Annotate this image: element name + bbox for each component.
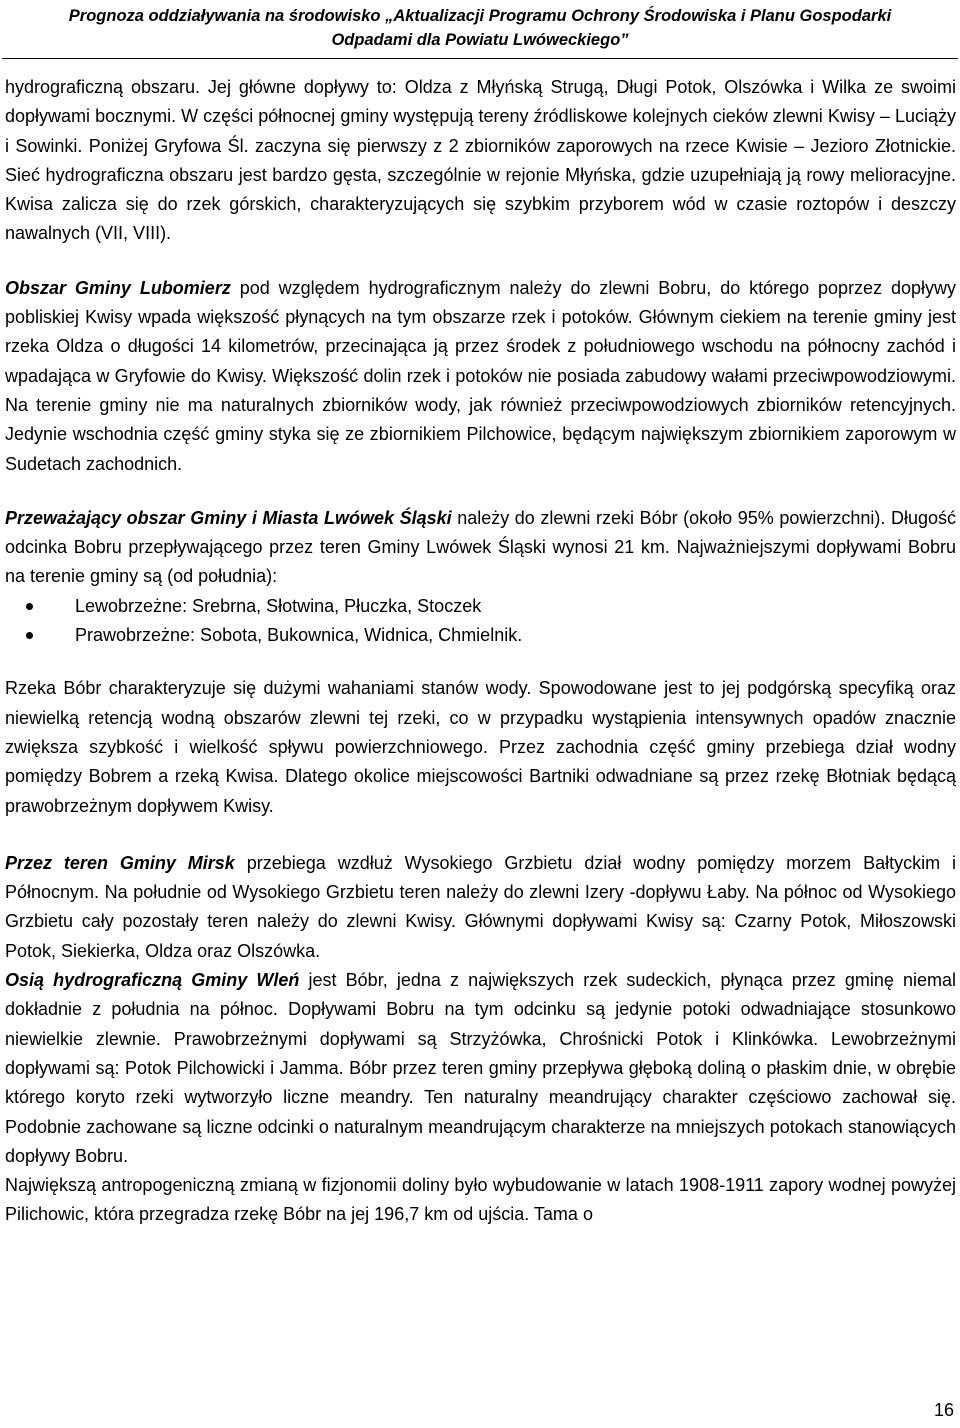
paragraph-mirsk (5, 849, 956, 966)
page-number: 16 (933, 1400, 954, 1420)
paragraph-lwowek-lead: Przeważający obszar Gminy i Miasta Lwówek Śląski (5, 507, 452, 528)
paragraph-mirsk-lead: Przez teren Gminy Mirsk (5, 852, 235, 873)
bullet-icon (26, 603, 33, 610)
paragraph-lubomierz (5, 274, 956, 479)
paragraph-wlen-lead: Osią hydrograficzną Gminy Wleń (5, 970, 300, 991)
document-body (5, 73, 956, 1230)
header-divider (2, 58, 958, 59)
list-item-text: Prawobrzeżne: Sobota, Bukownica, Widnica, Chmielnik. (75, 625, 523, 646)
paragraph-mirsk-text: przebiega wzdłuż Wysokiego Grzbietu dział wodny pomiędzy morzem Bałtyckim i Północnym. Na południe od Wysokiego Grzbietu teren należy do zlewni Izery -dopływu Łaby. Na północ od Wysokiego Grzbietu cały pozostały teren należy do zlewni Kwisy. Głównymi dopływami Kwisy są: Czarny Potok, Miłoszowski Potok, Siekierka, Oldza oraz Olszówka. (5, 852, 956, 961)
paragraph-lubomierz-text: pod względem hydrograficznym należy do zlewni Bobru, do którego poprzez dopływy pobliskiej Kwisy wpada większość płynących na tym obszarze rzek i potoków. Głównym ciekiem na terenie gminy jest rzeka Oldza o długości 14 kilometrów, przecinająca ją przez środek z południowego wschodu na północny zachód i wpadająca w Gryfowie do Kwisy. Większość dolin rzek i potoków nie posiada zabudowy wałami przeciwpowodziowymi. Na terenie gminy nie ma naturalnych zbiorników wody, jak również przeciwpowodziowych zbiorników retencyjnych. Jedynie wschodnia część gminy styka się ze zbiornikiem Pilchowice, będącym największym zbiornikiem zaporowym w Sudetach zachodnich. (5, 277, 956, 474)
page-header (0, 4, 960, 52)
paragraph-gryfow: hydrograficzną obszaru. Jej główne dopływy to: Oldza z Młyńską Strugą, Długi Potok, Olszówka i Wilka ze swoimi dopływami bocznymi. W części północnej gminy występują tereny źródliskowe kolejnych cieków zlewni Kwisy – Luciąży i Sowinki. Poniżej Gryfowa Śl. zaczyna się pierwszy z 2 zbiorników zaporowych na rzece Kwisie – Jezioro Złotnickie. Sieć hydrograficzna obszaru jest bardzo gęsta, szczególnie w rejonie Młyńska, gdzie uzupełniają ją rowy melioracyjne. Kwisa zalicza się do rzek górskich, charakteryzujących się szybkim przyborem wód w czasie roztopów i deszczy nawalnych (VII, VIII). (5, 77, 956, 244)
paragraph-wlen-text: jest Bóbr, jedna z największych rzek sudeckich, płynąca przez gminę niemal dokładnie z południa na północ. Dopływami Bobru na tym odcinku są jedynie potoki odwadniające stosunkowo niewielkie zlewnie. Prawobrzeżnymi dopływami są Strzyżówka, Chrośnicki Potok i Klinkówka. Lewobrzeżnymi dopływami są: Potok Pilchowicki i Jamma. Bóbr przez teren gminy przepływa głęboką doliną o płaskim dnie, w obrębie którego koryto rzeki wytworzyło liczne meandry. Ten naturalny meandrujący charakter częściowo zachował się. Podobnie zachowane są liczne odcinki o naturalnym meandrującym charakterze na mniejszych potokach stanowiących dopływy Bobru. (5, 970, 956, 1166)
bullet-icon (26, 632, 33, 639)
paragraph-lwowek (5, 504, 956, 592)
paragraph-wlen (5, 966, 956, 1171)
list-item (5, 621, 956, 650)
list-item (5, 592, 956, 621)
list-item-text: Lewobrzeżne: Srebrna, Słotwina, Płuczka, Stoczek (75, 595, 482, 616)
tributaries-list (5, 592, 956, 651)
header-title-line2: Odpadami dla Powiatu Lwóweckiego” (331, 31, 629, 49)
paragraph-pilchowice: Największą antropogeniczną zmianą w fizjonomii doliny było wybudowanie w latach 1908-1911 zapory wodnej powyżej Pilichowic, która przegradza rzekę Bóbr na jej 196,7 km od ujścia. Tama o (5, 1175, 956, 1225)
paragraph-lubomierz-lead: Obszar Gminy Lubomierz (5, 277, 231, 298)
header-title-line1: Prognoza oddziaływania na środowisko „Aktualizacji Programu Ochrony Środowiska i Planu Gospodarki (68, 7, 892, 25)
paragraph-lwowek-text: należy do zlewni rzeki Bóbr (około 95% powierzchni). Długość odcinka Bobru przepływającego przez teren Gminy Lwówek Śląski wynosi 21 km. Najważniejszymi dopływami Bobru na terenie gminy są (od południa): (5, 507, 956, 587)
paragraph-bobr: Rzeka Bóbr charakteryzuje się dużymi wahaniami stanów wody. Spowodowane jest to jej podgórską specyfiką oraz niewielką retencją wodną obszarów zlewni tej rzeki, co w przypadku wystąpienia intensywnych opadów znacznie zwiększa szybkość i wielkość spływu powierzchniowego. Przez zachodnia część gminy przebiega dział wodny pomiędzy Bobrem a rzeką Kwisa. Dlatego okolice miejscowości Bartniki odwadniane są przez rzekę Błotniak będącą prawobrzeżnym dopływem Kwisy. (5, 678, 956, 816)
